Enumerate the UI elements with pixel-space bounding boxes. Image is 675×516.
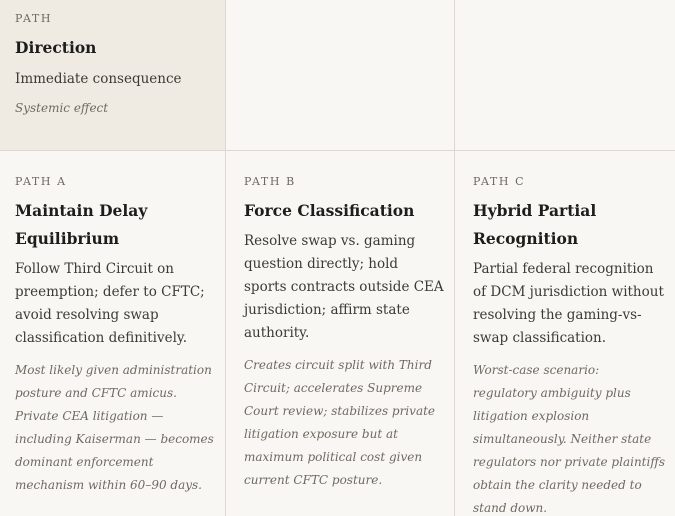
legend-effect: Systemic effect <box>15 101 109 115</box>
path-c-title: Hybrid Partial Recognition <box>473 201 597 248</box>
path-a-effect: Most likely given administration posture and CFTC amicus. Private CEA litigation — including Kaiserman — becomes dominant enforcement mechanism within 60–90 days. <box>15 363 214 492</box>
legend-cell <box>0 0 226 151</box>
path-c-kicker: PATH C <box>473 175 526 188</box>
path-a-cell <box>0 151 226 516</box>
empty-header-cell-b <box>226 0 455 151</box>
path-a-kicker: PATH A <box>15 175 67 188</box>
path-b-cell <box>226 151 455 516</box>
path-c-desc: Partial federal recognition of DCM jurisdiction without resolving the gaming-vs-swap classification. <box>473 261 664 346</box>
legend-kicker: PATH <box>15 12 53 25</box>
path-c-effect: Worst-case scenario: regulatory ambiguity plus litigation explosion simultaneously. Neither state regulators nor private plaintiffs obtain the clarity needed to stand down. <box>473 363 665 515</box>
path-b-kicker: PATH B <box>244 175 296 188</box>
path-c-cell <box>455 151 675 516</box>
path-b-desc: Resolve swap vs. gaming question directly; hold sports contracts outside CEA jurisdiction; affirm state authority. <box>244 233 444 341</box>
path-a-desc: Follow Third Circuit on preemption; defer to CFTC; avoid resolving swap classification definitively. <box>15 261 205 346</box>
legend-desc: Immediate consequence <box>15 71 182 87</box>
empty-header-cell-c <box>455 0 675 151</box>
path-b-effect: Creates circuit split with Third Circuit; accelerates Supreme Court review; stabilizes private litigation exposure but at maximum political cost given current CFTC posture. <box>244 358 436 487</box>
legend-title: Direction <box>15 38 97 57</box>
path-a-title: Maintain Delay Equilibrium <box>15 201 148 248</box>
path-b-title: Force Classification <box>244 201 415 220</box>
